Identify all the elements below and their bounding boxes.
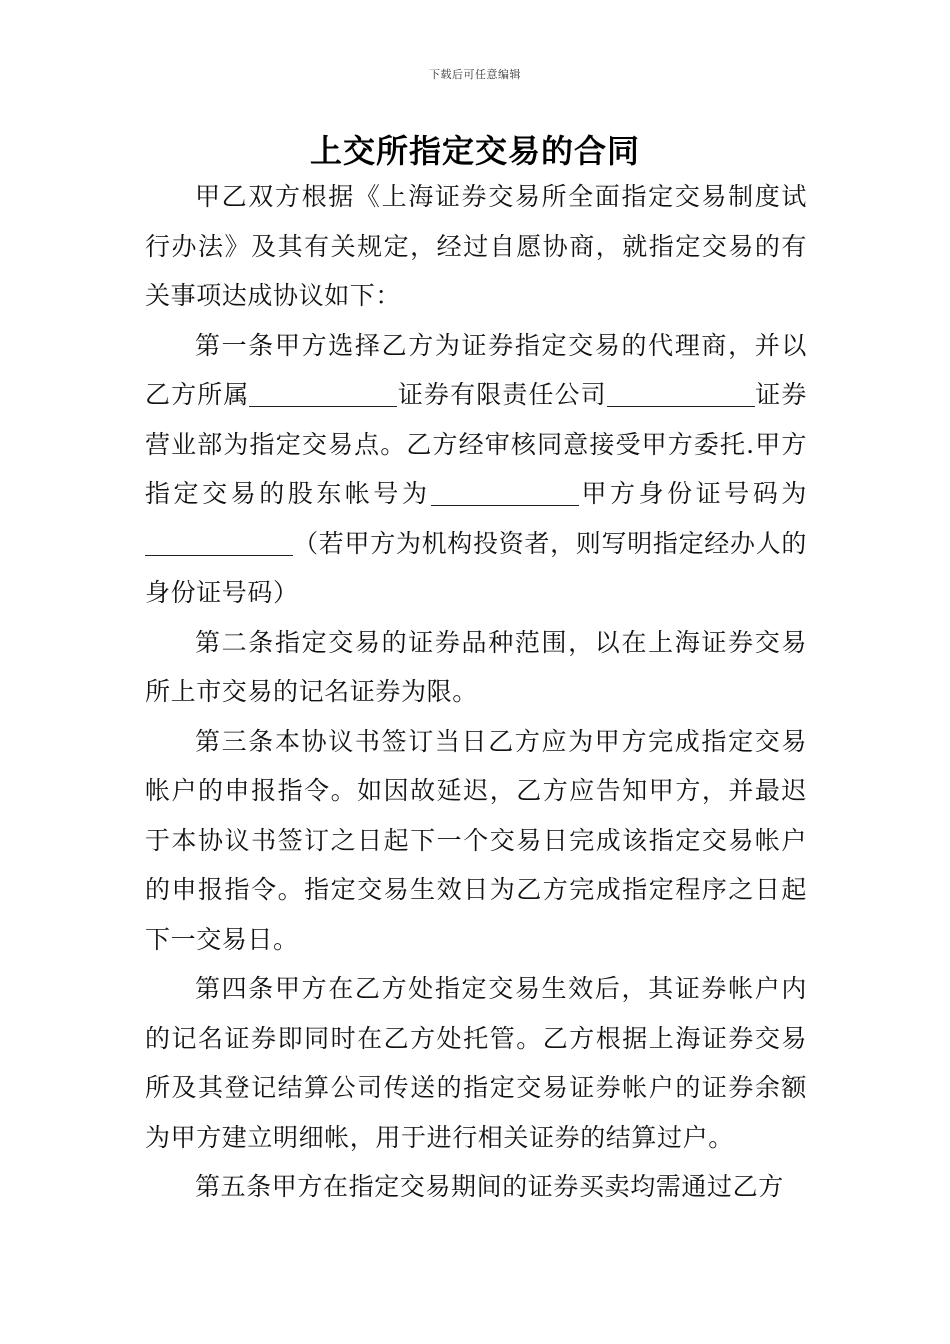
article-1-text-4: 甲方身份证号码为 [578, 479, 807, 508]
paragraph-article-4: 第四条甲方在乙方处指定交易生效后，其证券帐户内的记名证券即同时在乙方处托管。乙方根据上海证券交易所及其登记结算公司传送的指定交易证券帐户的证券余额为甲方建立明细帐，用于进行相关证券的结算过户。 [145, 974, 807, 1152]
paragraph-article-5: 第五条甲方在指定交易期间的证券买卖均需通过乙方 [195, 1172, 784, 1201]
paragraph-article-3: 第三条本协议书签订当日乙方应为甲方完成指定交易帐户的申报指令。如因故延迟，乙方应告知甲方，并最迟于本协议书签订之日起下一个交易日完成该指定交易帐户的申报指令。指定交易生效日为乙方完成指定程序之日起下一交易日。 [145, 726, 807, 954]
document-body [145, 172, 807, 1212]
blank-branch-name [607, 381, 755, 407]
blank-id-number [145, 530, 293, 556]
blank-shareholder-account [431, 480, 579, 506]
article-1-text-1: 第一条甲方选择乙方为证券指定交易的代理商，并以乙方所属 [145, 330, 807, 409]
paragraph-article-1 [145, 321, 807, 618]
document-title: 上交所指定交易的合同 [309, 132, 640, 170]
article-1-text-3: 证券营业部为指定交易点。乙方经审核同意接受甲方委托.甲方指定交易的股东帐号为 [145, 380, 807, 508]
header-note: 下载后可任意编辑 [429, 68, 521, 81]
article-1-text-5: （若甲方为机构投资者，则写明指定经办人的身份证号码） [145, 528, 807, 607]
paragraph-intro: 甲乙双方根据《上海证券交易所全面指定交易制度试行办法》及其有关规定，经过自愿协商，就指定交易的有关事项达成协议如下： [145, 182, 807, 310]
article-1-text-2: 证券有限责任公司 [397, 380, 607, 409]
blank-company-name [249, 381, 397, 407]
paragraph-article-2: 第二条指定交易的证券品种范围，以在上海证券交易所上市交易的记名证券为限。 [145, 627, 807, 706]
